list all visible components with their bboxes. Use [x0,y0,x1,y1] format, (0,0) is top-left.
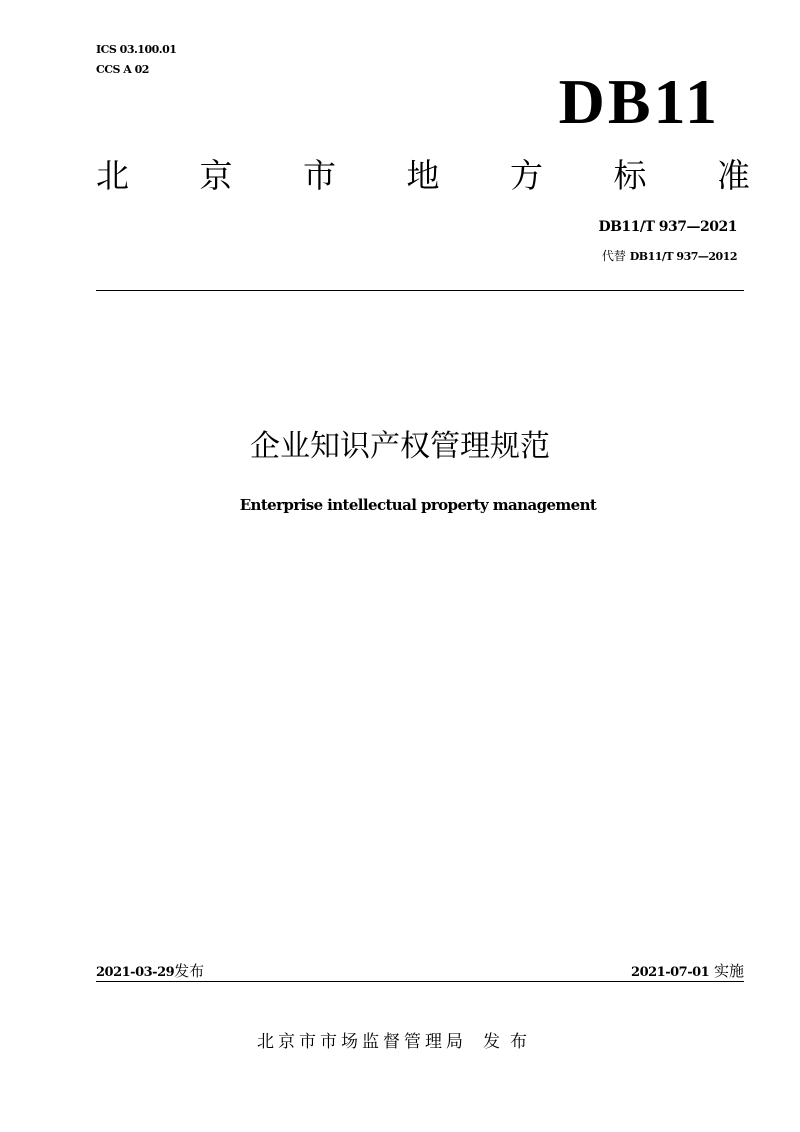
standard-type-char: 地 [406,156,440,195]
issuer-organization: 北京市市场监督管理局 [257,1032,467,1052]
standard-type-char: 京 [199,156,233,195]
replaces-line [602,247,737,266]
publish-label: 发布 [174,962,205,980]
top-divider [96,290,744,291]
standard-type-heading [96,154,750,198]
standard-number: DB11/T 937—2021 [598,219,737,235]
implement-label: 实施 [713,962,744,980]
publish-date: 2021-03-29 [96,965,175,980]
bottom-divider [96,981,744,982]
issuer-action: 发布 [483,1032,537,1052]
replaces-label: 代替 [601,249,626,263]
implement-date-line [631,961,744,983]
implement-date: 2021-07-01 [631,965,710,980]
standard-type-char: 北 [96,156,129,195]
issuer-line [257,1030,537,1054]
classification-codes [96,40,176,80]
replaces-code: DB11/T 937—2012 [629,250,737,263]
ics-code: ICS 03.100.01 [96,43,177,56]
standard-type-char: 市 [303,156,336,195]
publish-date-line [96,961,204,983]
standard-type-char: 方 [510,156,543,195]
ccs-code: CCS A 02 [96,63,149,76]
standard-type-char: 标 [613,156,647,195]
document-subtitle: Enterprise intellectual property management [239,496,597,514]
document-title: 企业知识产权管理规范 [250,429,550,464]
standard-type-char: 准 [717,156,750,195]
db-logo: DB11 [558,66,720,137]
